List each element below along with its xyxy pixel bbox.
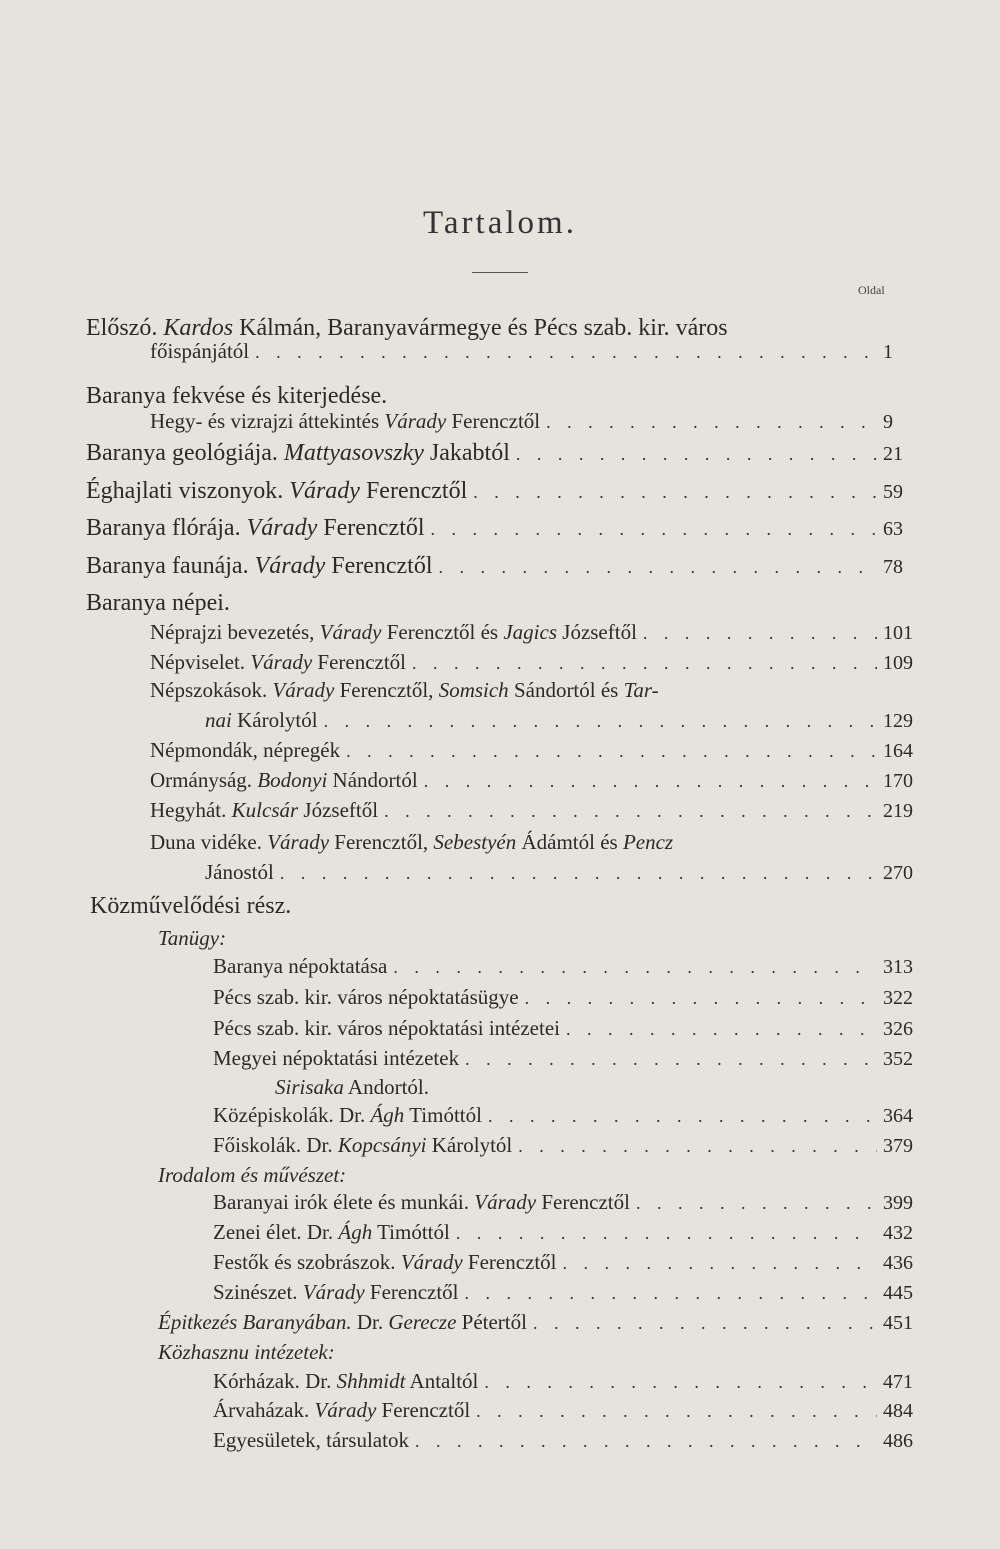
entry-text-part: Timóttól xyxy=(404,1103,482,1127)
toc-entry-text xyxy=(205,860,274,885)
entry-text-part: Hegy- és vizrajzi áttekintés xyxy=(150,409,385,433)
page-number: 322 xyxy=(883,987,913,1009)
entry-text-part: Zenei élet. Dr. xyxy=(213,1220,339,1244)
toc-entry-text xyxy=(213,954,387,979)
entry-text-part: Egyesületek, társulatok xyxy=(213,1428,409,1452)
entry-text-part: Andortól. xyxy=(343,1075,430,1099)
entry-text-part: Közművelődési rész. xyxy=(90,893,292,919)
entry-text-part: Dr. xyxy=(351,1310,389,1334)
toc-entry xyxy=(150,738,925,763)
dot-leader xyxy=(346,741,877,762)
toc-entry xyxy=(275,1075,925,1100)
toc-entry xyxy=(150,678,925,703)
page-number: 21 xyxy=(883,443,903,465)
toc-entry-text xyxy=(158,1340,335,1365)
toc-entry xyxy=(213,985,925,1010)
entry-text-part: Szinészet. xyxy=(213,1280,303,1304)
author-name: Somsich xyxy=(438,678,509,702)
entry-text-part: Ferencztől xyxy=(536,1190,630,1214)
entry-text-part: Pécs szab. kir. város népoktatásügye xyxy=(213,985,519,1009)
toc-entry xyxy=(158,1163,925,1188)
toc-entry xyxy=(213,1220,925,1245)
page-number: 326 xyxy=(883,1018,913,1040)
dot-leader xyxy=(439,557,877,578)
toc-entry-text xyxy=(158,926,226,951)
entry-text-part: Baranyai irók élete és munkái. xyxy=(213,1190,475,1214)
toc-entry xyxy=(158,1340,925,1365)
toc-entry xyxy=(158,926,925,951)
author-name: Jagics xyxy=(503,620,558,644)
dot-leader xyxy=(484,1372,877,1393)
toc-entry xyxy=(213,954,925,979)
toc-entry-text xyxy=(205,708,318,733)
toc-entry xyxy=(205,708,925,733)
toc-entry-text xyxy=(213,1280,459,1305)
dot-leader xyxy=(412,653,877,674)
entry-text-part: Antaltól xyxy=(405,1369,479,1393)
author-name: Várady xyxy=(474,1190,537,1214)
page-number: 63 xyxy=(883,518,903,540)
dot-leader xyxy=(456,1223,877,1244)
toc-entry-text xyxy=(158,1163,346,1188)
dot-leader xyxy=(465,1283,877,1304)
page-number: 379 xyxy=(883,1135,913,1157)
toc-entry xyxy=(86,383,925,410)
dot-leader xyxy=(280,863,877,884)
author-name: Ágh xyxy=(370,1103,405,1127)
page-number: 364 xyxy=(883,1105,913,1127)
author-name: Közhasznu intézetek: xyxy=(158,1340,335,1364)
entry-text-part: Népszokások. xyxy=(150,678,273,702)
entry-text-part: Nándortól xyxy=(327,768,418,792)
dot-leader xyxy=(566,1019,877,1040)
entry-text-part: Éghajlati viszonyok. xyxy=(86,478,290,504)
toc-entry xyxy=(213,1046,925,1071)
toc-entry xyxy=(150,768,925,793)
toc-entry-text xyxy=(86,590,230,617)
entry-text-part: Pécs szab. kir. város népoktatási intézetei xyxy=(213,1016,560,1040)
author-name: Várady xyxy=(254,553,326,579)
toc-entry-text xyxy=(275,1075,429,1100)
page-number: 164 xyxy=(883,740,913,762)
entry-text-part: Józseftől xyxy=(557,620,637,644)
toc-entry-text xyxy=(86,515,425,542)
toc-entry-text xyxy=(213,1428,409,1453)
toc-entry xyxy=(86,590,925,617)
toc-entry-text xyxy=(213,1398,470,1423)
entry-text-part: Ferencztől xyxy=(364,1280,459,1304)
author-name: nai xyxy=(205,708,232,732)
dot-leader xyxy=(476,1401,877,1422)
dot-leader xyxy=(255,342,877,363)
entry-text-part: Kálmán, Baranyavármegye és Pécs szab. kir. város xyxy=(233,315,728,341)
author-name: Várady xyxy=(246,515,318,541)
entry-text-part: Ferencztől xyxy=(325,553,433,579)
toc-entry xyxy=(150,830,925,855)
toc-entry-text xyxy=(213,985,519,1010)
toc-entry xyxy=(213,1428,925,1453)
title-divider xyxy=(472,272,528,273)
entry-text-part: Hegyhát. xyxy=(150,798,232,822)
toc-entry-text xyxy=(150,620,637,645)
toc-entry xyxy=(150,620,925,645)
author-name: Tar- xyxy=(623,678,659,702)
toc-entry-text xyxy=(213,1133,512,1158)
toc-entry xyxy=(150,798,925,823)
page-number: 219 xyxy=(883,800,913,822)
toc-entry-text xyxy=(86,440,510,467)
dot-leader xyxy=(488,1106,877,1127)
author-name: Várady xyxy=(272,678,335,702)
entry-text-part: Kórházak. Dr. xyxy=(213,1369,337,1393)
toc-entry-text xyxy=(150,650,406,675)
author-name: Várady xyxy=(319,620,382,644)
author-name: Shhmidt xyxy=(336,1369,406,1393)
entry-text-part: Népmondák, népregék xyxy=(150,738,341,762)
entry-text-part: Ferencztől xyxy=(446,409,541,433)
entry-text-part: Előszó. xyxy=(86,315,164,341)
toc-entry xyxy=(205,860,925,885)
toc-entry xyxy=(86,315,925,342)
author-name: Várady xyxy=(302,1280,365,1304)
entry-text-part: Árvaházak. xyxy=(213,1398,315,1422)
page-number: 445 xyxy=(883,1282,913,1304)
toc-entry-text xyxy=(150,339,249,364)
entry-text-part: Duna vidéke. xyxy=(150,830,268,854)
entry-text-part: Ferencztől xyxy=(462,1250,557,1274)
dot-leader xyxy=(465,1049,877,1070)
toc-entry-text xyxy=(150,738,340,763)
author-name: Várady xyxy=(400,1250,463,1274)
toc-entry-text xyxy=(213,1250,557,1275)
entry-text-part: Ferencztől xyxy=(312,650,407,674)
toc-entry-text xyxy=(213,1190,630,1215)
page-number: 59 xyxy=(883,481,903,503)
entry-text-part: Ferencztől, xyxy=(334,678,439,702)
toc-entry xyxy=(213,1280,925,1305)
toc-entry xyxy=(213,1133,925,1158)
entry-text-part: Károlytól xyxy=(426,1133,513,1157)
page-number: 451 xyxy=(883,1312,913,1334)
page-number: 436 xyxy=(883,1252,913,1274)
dot-leader xyxy=(324,711,877,732)
page-column-label: Oldal xyxy=(858,283,885,297)
author-name: Épitkezés Baranyában. xyxy=(158,1310,352,1334)
dot-leader xyxy=(525,988,877,1009)
toc-entry xyxy=(150,339,925,364)
toc-entry xyxy=(213,1250,925,1275)
page-number: 109 xyxy=(883,652,913,674)
toc-entry xyxy=(213,1190,925,1215)
toc-entry-text xyxy=(90,893,291,920)
page-number: 78 xyxy=(883,556,903,578)
dot-leader xyxy=(393,957,877,978)
page-number: 486 xyxy=(883,1430,913,1452)
entry-text-part: Józseftől xyxy=(298,798,379,822)
dot-leader xyxy=(533,1313,877,1334)
author-name: Várady xyxy=(250,650,313,674)
entry-text-part: Baranya népoktatása xyxy=(213,954,388,978)
dot-leader xyxy=(563,1253,877,1274)
entry-text-part: Pétertől xyxy=(456,1310,527,1334)
page-number: 432 xyxy=(883,1222,913,1244)
page-number: 170 xyxy=(883,770,913,792)
dot-leader xyxy=(424,771,877,792)
dot-leader xyxy=(384,801,877,822)
author-name: Kopcsányi xyxy=(337,1133,427,1157)
entry-text-part: Ormányság. xyxy=(150,768,258,792)
entry-text-part: Ferencztől xyxy=(359,478,468,504)
dot-leader xyxy=(636,1193,877,1214)
author-name: Pencz xyxy=(622,830,674,854)
entry-text-part: Baranya flórája. xyxy=(86,515,247,541)
entry-text-part: Ferencztől, xyxy=(329,830,434,854)
entry-text-part: Jánostól xyxy=(205,860,274,884)
toc-entry-text xyxy=(213,1016,560,1041)
toc-entry-text xyxy=(86,478,467,505)
page-number: 313 xyxy=(883,956,913,978)
toc-entry-text xyxy=(158,1310,527,1335)
toc-entry xyxy=(86,553,925,580)
dot-leader xyxy=(516,444,877,465)
entry-text-part: Timóttól xyxy=(372,1220,450,1244)
entry-text-part: Ferencztől xyxy=(317,515,425,541)
entry-text-part: Megyei népoktatási intézetek xyxy=(213,1046,460,1070)
toc-entry-text xyxy=(150,798,378,823)
author-name: Gerecze xyxy=(388,1310,457,1334)
toc-entry-text xyxy=(150,409,540,434)
author-name: Várady xyxy=(289,478,360,504)
author-name: Sirisaka xyxy=(275,1075,344,1099)
dot-leader xyxy=(473,482,877,503)
entry-text-part: Főiskolák. Dr. xyxy=(213,1133,338,1157)
toc-entry-text xyxy=(86,315,728,342)
toc-entry xyxy=(86,478,925,505)
page-number: 9 xyxy=(883,411,893,433)
author-name: Kardos xyxy=(163,315,234,341)
toc-entry-text xyxy=(213,1046,459,1071)
entry-text-part: Ferencztől xyxy=(376,1398,471,1422)
author-name: Várady xyxy=(314,1398,377,1422)
author-name: Tanügy: xyxy=(158,926,227,950)
entry-text-part: Jakabtól xyxy=(423,440,510,466)
toc-entry xyxy=(213,1103,925,1128)
entry-text-part: Baranya fekvése és kiterjedése. xyxy=(86,383,388,409)
toc-entry-text xyxy=(86,383,387,410)
entry-text-part: Festők és szobrászok. xyxy=(213,1250,401,1274)
toc-entry xyxy=(90,893,925,920)
toc-entry-text xyxy=(86,553,433,580)
author-name: Várady xyxy=(267,830,330,854)
page-number: 129 xyxy=(883,710,913,732)
toc-entry-text xyxy=(213,1103,482,1128)
page-title: Tartalom. xyxy=(423,205,577,241)
dot-leader xyxy=(518,1136,877,1157)
page-number: 471 xyxy=(883,1371,913,1393)
author-name: Ágh xyxy=(338,1220,373,1244)
entry-text-part: Sándortól és xyxy=(508,678,624,702)
dot-leader xyxy=(643,623,877,644)
author-name: Kulcsár xyxy=(231,798,299,822)
toc-entry xyxy=(86,515,925,542)
toc-entry-text xyxy=(213,1220,450,1245)
entry-text-part: Középiskolák. Dr. xyxy=(213,1103,371,1127)
entry-text-part: Baranya geológiája. xyxy=(86,440,284,466)
dot-leader xyxy=(431,519,877,540)
entry-text-part: Károlytól xyxy=(231,708,318,732)
entry-text-part: Ádámtól és xyxy=(516,830,623,854)
author-name: Várady xyxy=(384,409,447,433)
entry-text-part: Baranya faunája. xyxy=(86,553,255,579)
toc-entry xyxy=(213,1369,925,1394)
entry-text-part: főispánjától xyxy=(150,339,250,363)
page-number: 1 xyxy=(883,341,893,363)
toc-entry-text xyxy=(150,830,673,855)
toc-entry xyxy=(86,440,925,467)
page-number: 270 xyxy=(883,862,913,884)
author-name: Mattyasovszky xyxy=(283,440,424,466)
author-name: Bodonyi xyxy=(257,768,328,792)
toc-entry xyxy=(150,409,925,434)
toc-entry xyxy=(150,650,925,675)
page-number: 101 xyxy=(883,622,913,644)
page-number: 352 xyxy=(883,1048,913,1070)
entry-text-part: Népviselet. xyxy=(150,650,251,674)
dot-leader xyxy=(415,1431,877,1452)
toc-entry xyxy=(213,1016,925,1041)
page-number: 399 xyxy=(883,1192,913,1214)
dot-leader xyxy=(546,412,877,433)
entry-text-part: Baranya népei. xyxy=(86,590,230,616)
author-name: Sebestyén xyxy=(433,830,517,854)
toc-entry xyxy=(213,1398,925,1423)
toc-entry-text xyxy=(213,1369,478,1394)
entry-text-part: Ferencztől és xyxy=(381,620,504,644)
toc-entry-text xyxy=(150,678,659,703)
toc-entry-text xyxy=(150,768,418,793)
page-number: 484 xyxy=(883,1400,913,1422)
toc-entry xyxy=(158,1310,925,1335)
entry-text-part: Néprajzi bevezetés, xyxy=(150,620,320,644)
author-name: Irodalom és művészet: xyxy=(158,1163,347,1187)
